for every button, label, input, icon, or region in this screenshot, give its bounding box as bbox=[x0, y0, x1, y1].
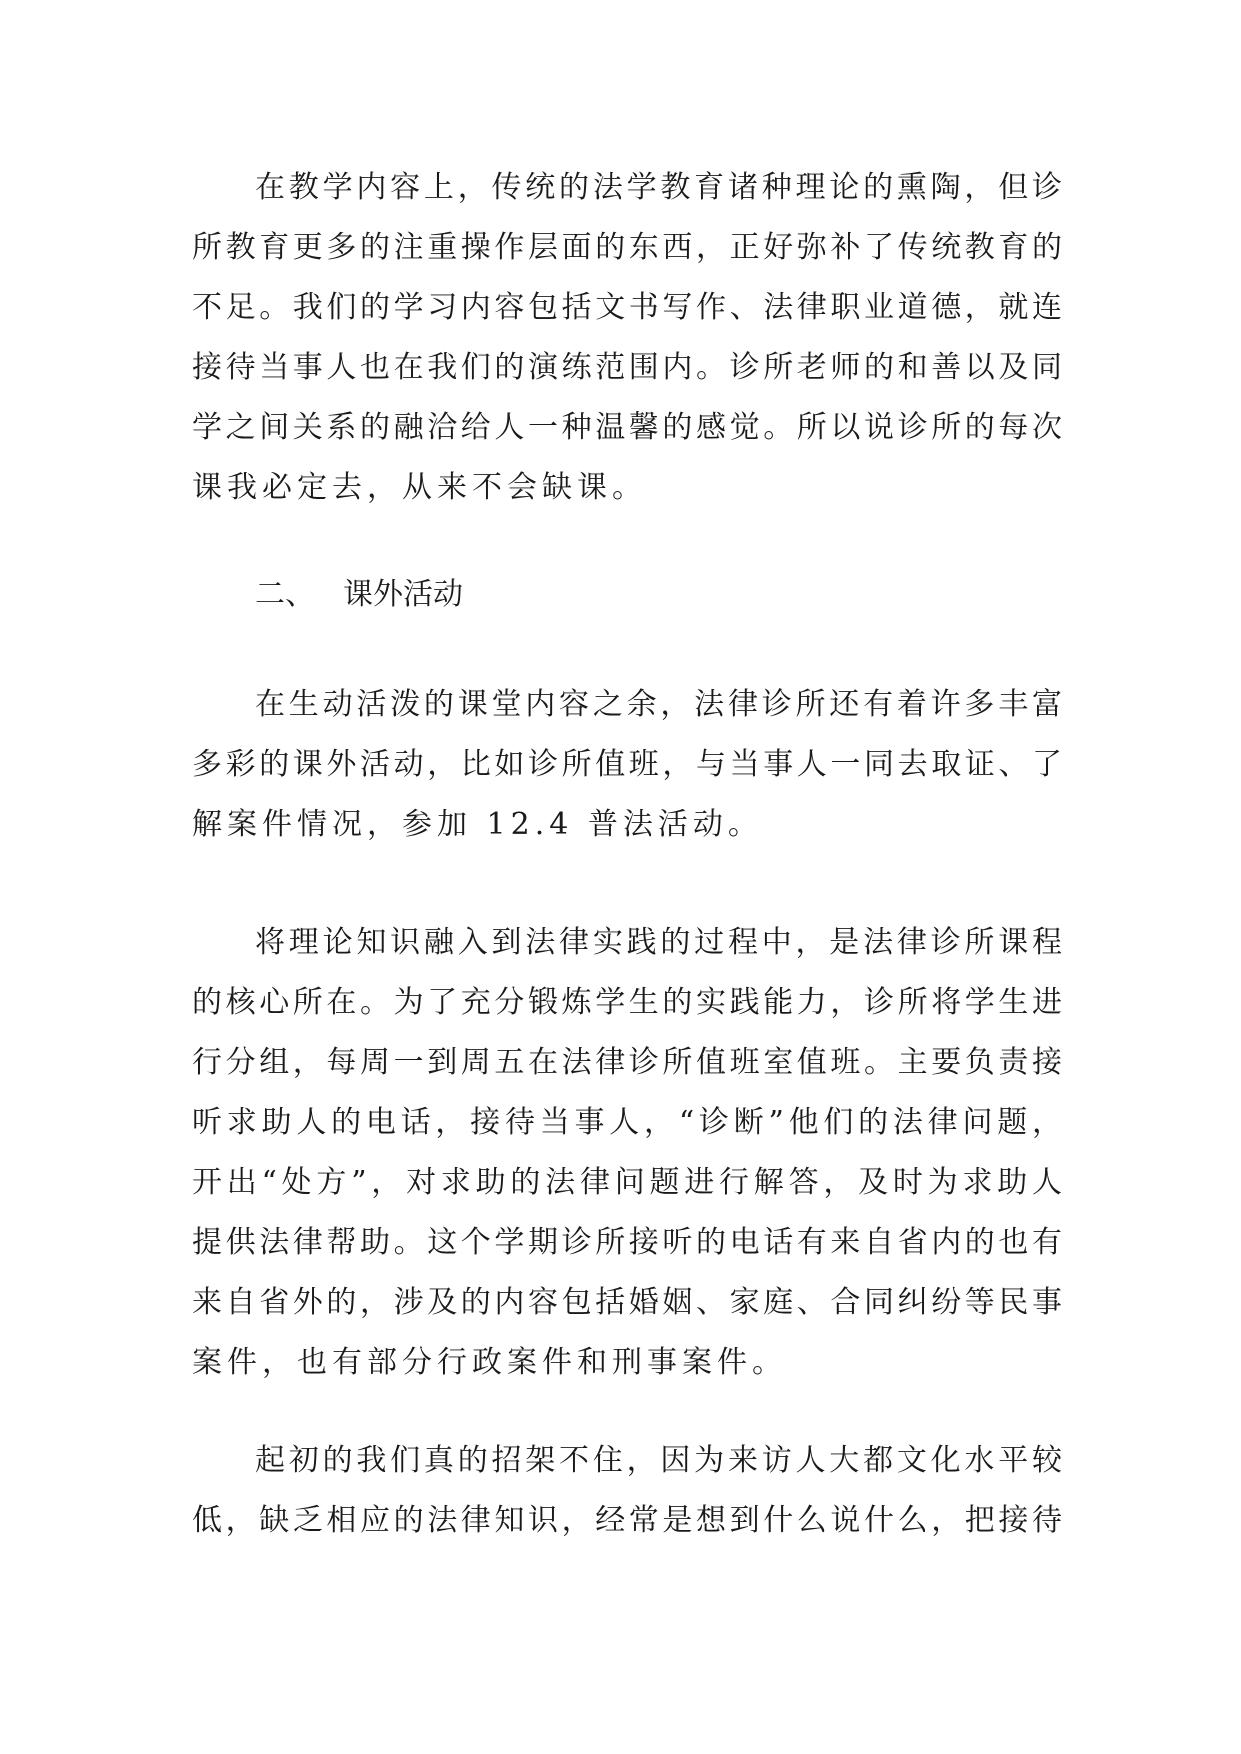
paragraph-initial-difficulty bbox=[192, 1431, 1062, 1551]
text-line: 将理论知识融入到法律实践的过程中，是法律诊所课程 bbox=[255, 925, 1062, 960]
text-line: 不足。我们的学习内容包括文书写作、法律职业道德，就连 bbox=[192, 290, 1062, 325]
section-heading-title: 课外活动 bbox=[343, 577, 463, 612]
section-heading bbox=[255, 565, 463, 625]
text-line: 课我必定去，从来不会缺课。 bbox=[192, 470, 647, 505]
text-line: 在教学内容上，传统的法学教育诸种理论的熏陶，但诊 bbox=[255, 170, 1062, 205]
text-line: 提供法律帮助。这个学期诊所接听的电话有来自省内的也有 bbox=[192, 1225, 1062, 1260]
text-line: 开出“处方”，对求助的法律问题进行解答，及时为求助人 bbox=[192, 1165, 1062, 1200]
paragraph-teaching-content bbox=[192, 158, 1062, 518]
text-line: 在生动活泼的课堂内容之余，法律诊所还有着许多丰富 bbox=[255, 687, 1062, 722]
text-line: 的核心所在。为了充分锻炼学生的实践能力，诊所将学生进 bbox=[192, 985, 1062, 1020]
text-line: 低，缺乏相应的法律知识，经常是想到什么说什么，把接待 bbox=[192, 1503, 1062, 1538]
text-line: 行分组，每周一到周五在法律诊所值班室值班。主要负责接 bbox=[192, 1045, 1062, 1080]
section-heading-number: 二、 bbox=[255, 577, 315, 612]
text-line: 起初的我们真的招架不住，因为来访人大都文化水平较 bbox=[255, 1443, 1062, 1478]
paragraph-clinic-practice bbox=[192, 913, 1062, 1393]
text-line: 案件，也有部分行政案件和刑事案件。 bbox=[192, 1345, 787, 1380]
text-line: 接待当事人也在我们的演练范围内。诊所老师的和善以及同 bbox=[192, 350, 1062, 385]
text-line: 解案件情况，参加 12.4 普法活动。 bbox=[192, 807, 763, 842]
paragraph-extracurricular bbox=[192, 675, 1062, 855]
text-line: 所教育更多的注重操作层面的东西，正好弥补了传统教育的 bbox=[192, 230, 1062, 265]
text-line: 多彩的课外活动，比如诊所值班，与当事人一同去取证、了 bbox=[192, 747, 1062, 782]
text-line: 来自省外的，涉及的内容包括婚姻、家庭、合同纠纷等民事 bbox=[192, 1285, 1062, 1320]
text-line: 听求助人的电话，接待当事人，“诊断”他们的法律问题， bbox=[192, 1105, 1062, 1140]
text-line: 学之间关系的融洽给人一种温馨的感觉。所以说诊所的每次 bbox=[192, 410, 1062, 445]
